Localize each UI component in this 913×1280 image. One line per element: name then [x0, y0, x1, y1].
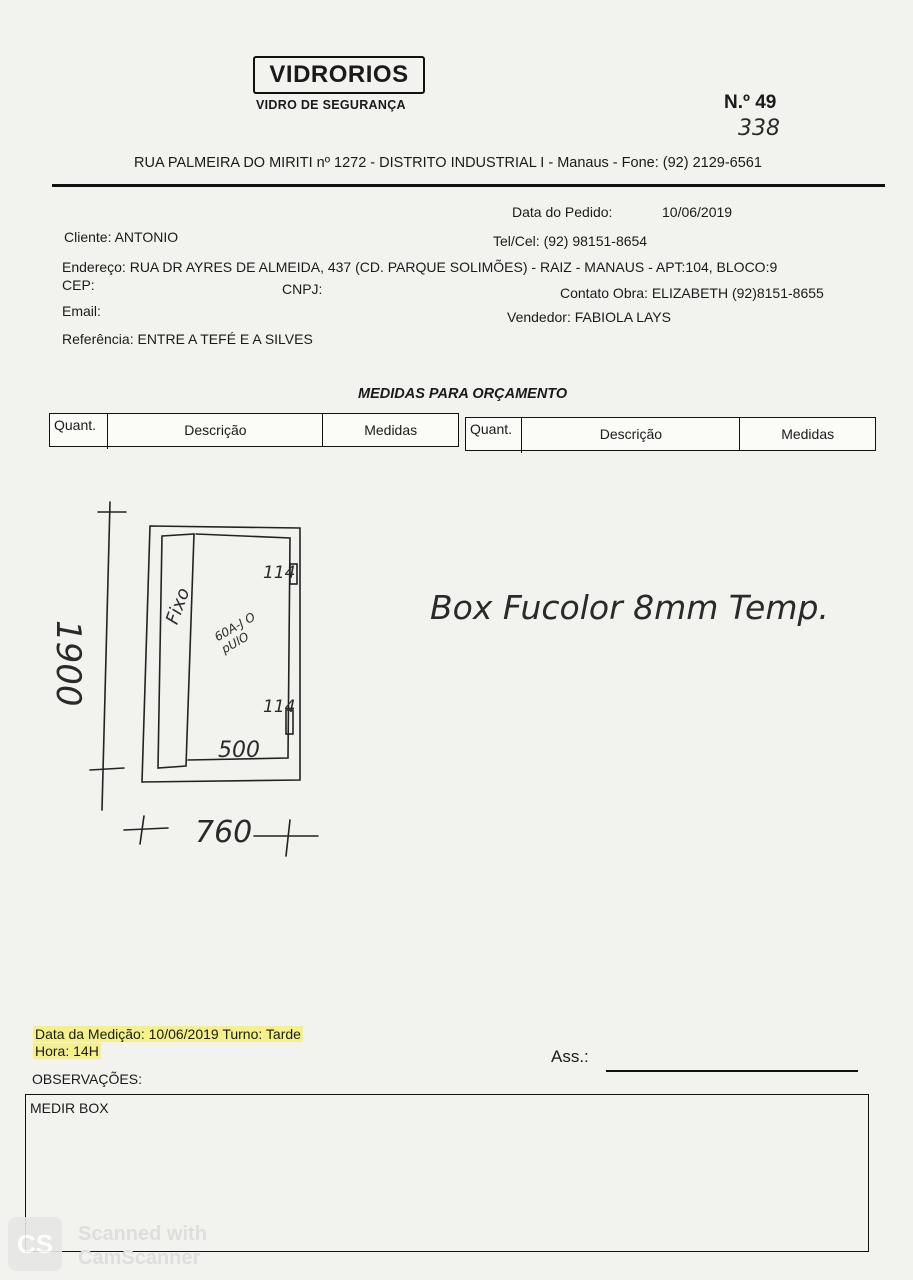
- width-dimension: 760: [195, 815, 253, 850]
- signature-line: [606, 1070, 858, 1072]
- table-header-right: [465, 417, 876, 451]
- company-logo: VIDRORIOS: [253, 56, 425, 94]
- observations-text: MEDIR BOX: [30, 1100, 109, 1116]
- col-descricao: Descrição: [522, 418, 740, 450]
- col-medidas: Medidas: [364, 422, 418, 438]
- handwritten-number: 338: [738, 116, 780, 141]
- client-address: Endereço: RUA DR AYRES DE ALMEIDA, 437 (CD. PARQUE SOLIMÕES) - RAIZ - MANAUS - APT:104, BLOCO:9: [62, 259, 778, 275]
- measurement-date: Data da Medição: 10/06/2019 Turno: Tarde: [35, 1026, 301, 1042]
- door-label: 60A-J O pUlO: [212, 609, 258, 657]
- cnpj-label: CNPJ:: [282, 281, 323, 297]
- form-number: N.º 49: [724, 92, 777, 113]
- header-divider: [52, 184, 885, 187]
- client-name: Cliente: ANTONIO: [64, 229, 179, 245]
- company-tagline: VIDRO DE SEGURANÇA: [256, 98, 406, 112]
- table-header-left: [49, 413, 459, 447]
- hinge-bottom-label: 114: [263, 697, 296, 717]
- client-phone: Tel/Cel: (92) 98151-8654: [493, 233, 648, 249]
- signature-label: Ass.:: [551, 1047, 589, 1066]
- observations-label: OBSERVAÇÕES:: [32, 1071, 142, 1087]
- seller-name: Vendedor: FABIOLA LAYS: [507, 309, 671, 325]
- col-medidas: Medidas: [781, 426, 835, 442]
- watermark-line2: CamScanner: [78, 1247, 201, 1269]
- order-date-label: Data do Pedido:: [512, 204, 613, 220]
- email-label: Email:: [62, 303, 101, 319]
- reference: Referência: ENTRE A TEFÉ E A SILVES: [62, 331, 313, 347]
- col-descricao: Descrição: [108, 414, 323, 446]
- measurement-time: Hora: 14H: [35, 1043, 99, 1059]
- cep-label: CEP:: [62, 277, 95, 293]
- fixed-panel-label: Fixo: [162, 585, 195, 628]
- height-dimension: 1900: [48, 620, 88, 707]
- camscanner-logo-icon: CS: [8, 1217, 62, 1271]
- handwritten-note: Box Fucolor 8mm Temp.: [430, 588, 829, 627]
- site-contact: Contato Obra: ELIZABETH (92)8151-8655: [560, 285, 824, 301]
- inner-width-dimension: 500: [218, 738, 260, 763]
- table-title: MEDIDAS PARA ORÇAMENTO: [358, 386, 568, 402]
- box-sketch: [0, 490, 913, 890]
- company-address: RUA PALMEIRA DO MIRITI nº 1272 - DISTRITO INDUSTRIAL I - Manaus - Fone: (92) 2129-6561: [134, 155, 762, 171]
- hinge-top-label: 114: [263, 563, 296, 583]
- col-quant: Quant.: [466, 418, 522, 453]
- order-date-value: 10/06/2019: [662, 204, 733, 220]
- col-quant: Quant.: [50, 414, 108, 449]
- watermark-line1: Scanned with: [78, 1223, 207, 1245]
